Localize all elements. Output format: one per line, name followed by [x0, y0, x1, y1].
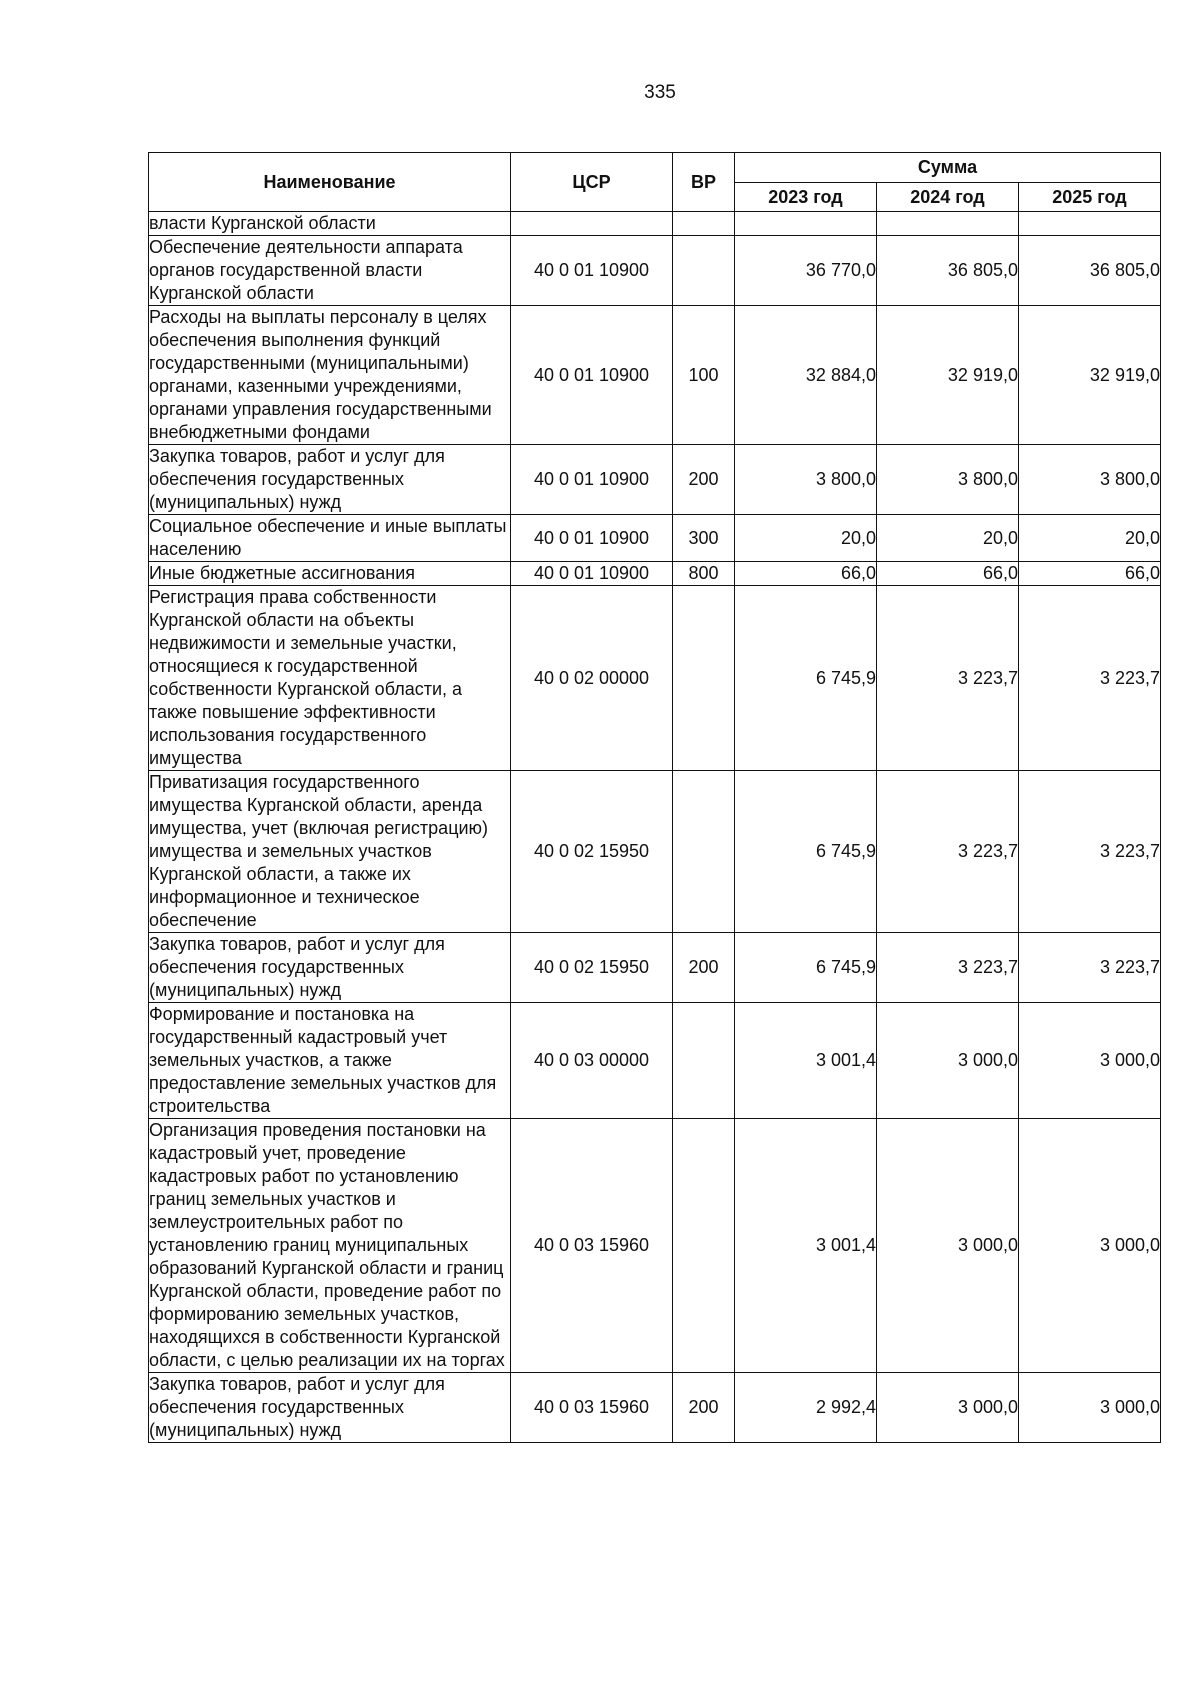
table-row — [149, 515, 1161, 562]
table-row — [149, 933, 1161, 1003]
table-row — [149, 445, 1161, 515]
header-year-2024: 2024 год — [877, 183, 1019, 212]
row-sum-2025: 32 919,0 — [1019, 306, 1161, 445]
row-name: Закупка товаров, работ и услуг для обеспечения государственных (муниципальных) нужд — [149, 1373, 511, 1443]
row-name: власти Курганской области — [149, 212, 511, 236]
row-csr: 40 0 01 10900 — [511, 562, 673, 586]
row-csr: 40 0 03 00000 — [511, 1003, 673, 1119]
row-name: Закупка товаров, работ и услуг для обеспечения государственных (муниципальных) нужд — [149, 445, 511, 515]
row-sum-2025: 3 000,0 — [1019, 1119, 1161, 1373]
row-name: Расходы на выплаты персоналу в целях обеспечения выполнения функций государственными (муниципальными) органами, казенными учреждениями, органами управления государственными внебюджетными фондами — [149, 306, 511, 445]
row-sum-2023: 3 001,4 — [735, 1119, 877, 1373]
row-sum-2024 — [877, 212, 1019, 236]
row-sum-2024: 3 000,0 — [877, 1373, 1019, 1443]
row-vr: 300 — [673, 515, 735, 562]
page-number: 335 — [644, 82, 676, 103]
header-year-2025: 2025 год — [1019, 183, 1161, 212]
row-sum-2025: 3 000,0 — [1019, 1003, 1161, 1119]
row-sum-2025: 3 223,7 — [1019, 933, 1161, 1003]
row-sum-2024: 66,0 — [877, 562, 1019, 586]
table-row — [149, 1119, 1161, 1373]
row-csr: 40 0 02 15950 — [511, 933, 673, 1003]
row-vr: 200 — [673, 445, 735, 515]
row-name: Приватизация государственного имущества Курганской области, аренда имущества, учет (включая регистрацию) имущества и земельных участков Курганской области, а также их информационное и техническое обеспечение — [149, 771, 511, 933]
row-sum-2023 — [735, 212, 877, 236]
row-sum-2023: 3 800,0 — [735, 445, 877, 515]
row-name: Организация проведения постановки на кадастровый учет, проведение кадастровых работ по установлению границ земельных участков и землеустроительных работ по установлению границ муниципальных образований Курганской области и границ Курганской области, проведение работ по формированию земельных участков, находящихся в собственности Курганской области, с целью реализации их на торгах — [149, 1119, 511, 1373]
row-sum-2025 — [1019, 212, 1161, 236]
header-sum: Сумма — [735, 153, 1161, 183]
row-vr: 200 — [673, 933, 735, 1003]
row-vr — [673, 586, 735, 771]
row-sum-2023: 20,0 — [735, 515, 877, 562]
row-vr — [673, 771, 735, 933]
row-csr: 40 0 03 15960 — [511, 1119, 673, 1373]
row-csr: 40 0 02 15950 — [511, 771, 673, 933]
row-vr: 200 — [673, 1373, 735, 1443]
table-body — [149, 212, 1161, 1443]
row-vr — [673, 236, 735, 306]
row-vr: 100 — [673, 306, 735, 445]
row-sum-2023: 2 992,4 — [735, 1373, 877, 1443]
table-row — [149, 771, 1161, 933]
budget-table — [148, 152, 1161, 1443]
table-row — [149, 562, 1161, 586]
row-sum-2023: 66,0 — [735, 562, 877, 586]
row-vr — [673, 1003, 735, 1119]
row-sum-2025: 20,0 — [1019, 515, 1161, 562]
row-sum-2023: 36 770,0 — [735, 236, 877, 306]
row-sum-2024: 3 223,7 — [877, 771, 1019, 933]
row-sum-2025: 3 223,7 — [1019, 771, 1161, 933]
row-sum-2023: 6 745,9 — [735, 586, 877, 771]
row-csr: 40 0 01 10900 — [511, 306, 673, 445]
row-name: Социальное обеспечение и иные выплаты населению — [149, 515, 511, 562]
row-vr — [673, 1119, 735, 1373]
row-sum-2025: 36 805,0 — [1019, 236, 1161, 306]
row-sum-2025: 66,0 — [1019, 562, 1161, 586]
row-sum-2023: 32 884,0 — [735, 306, 877, 445]
row-name: Обеспечение деятельности аппарата органов государственной власти Курганской области — [149, 236, 511, 306]
row-name: Закупка товаров, работ и услуг для обеспечения государственных (муниципальных) нужд — [149, 933, 511, 1003]
table-row — [149, 212, 1161, 236]
row-sum-2025: 3 000,0 — [1019, 1373, 1161, 1443]
row-sum-2024: 3 800,0 — [877, 445, 1019, 515]
header-year-2023: 2023 год — [735, 183, 877, 212]
table-row — [149, 306, 1161, 445]
header-vr: ВР — [673, 153, 735, 212]
row-name: Иные бюджетные ассигнования — [149, 562, 511, 586]
row-sum-2025: 3 800,0 — [1019, 445, 1161, 515]
row-sum-2024: 20,0 — [877, 515, 1019, 562]
row-sum-2024: 3 000,0 — [877, 1003, 1019, 1119]
table-row — [149, 236, 1161, 306]
row-csr: 40 0 01 10900 — [511, 445, 673, 515]
table-row — [149, 586, 1161, 771]
row-sum-2025: 3 223,7 — [1019, 586, 1161, 771]
row-csr: 40 0 01 10900 — [511, 515, 673, 562]
row-sum-2024: 3 000,0 — [877, 1119, 1019, 1373]
table-row — [149, 1373, 1161, 1443]
row-sum-2024: 32 919,0 — [877, 306, 1019, 445]
row-csr — [511, 212, 673, 236]
header-csr: ЦСР — [511, 153, 673, 212]
row-sum-2024: 3 223,7 — [877, 933, 1019, 1003]
row-sum-2024: 3 223,7 — [877, 586, 1019, 771]
row-csr: 40 0 01 10900 — [511, 236, 673, 306]
row-vr: 800 — [673, 562, 735, 586]
table-row — [149, 1003, 1161, 1119]
header-name: Наименование — [149, 153, 511, 212]
row-name: Формирование и постановка на государственный кадастровый учет земельных участков, а также предоставление земельных участков для строительства — [149, 1003, 511, 1119]
table-header — [149, 153, 1161, 212]
row-sum-2023: 6 745,9 — [735, 771, 877, 933]
row-vr — [673, 212, 735, 236]
row-csr: 40 0 02 00000 — [511, 586, 673, 771]
row-sum-2024: 36 805,0 — [877, 236, 1019, 306]
row-name: Регистрация права собственности Курганской области на объекты недвижимости и земельные участки, относящиеся к государственной собственности Курганской области, а также повышение эффективности использования государственного имущества — [149, 586, 511, 771]
row-sum-2023: 3 001,4 — [735, 1003, 877, 1119]
row-sum-2023: 6 745,9 — [735, 933, 877, 1003]
row-csr: 40 0 03 15960 — [511, 1373, 673, 1443]
